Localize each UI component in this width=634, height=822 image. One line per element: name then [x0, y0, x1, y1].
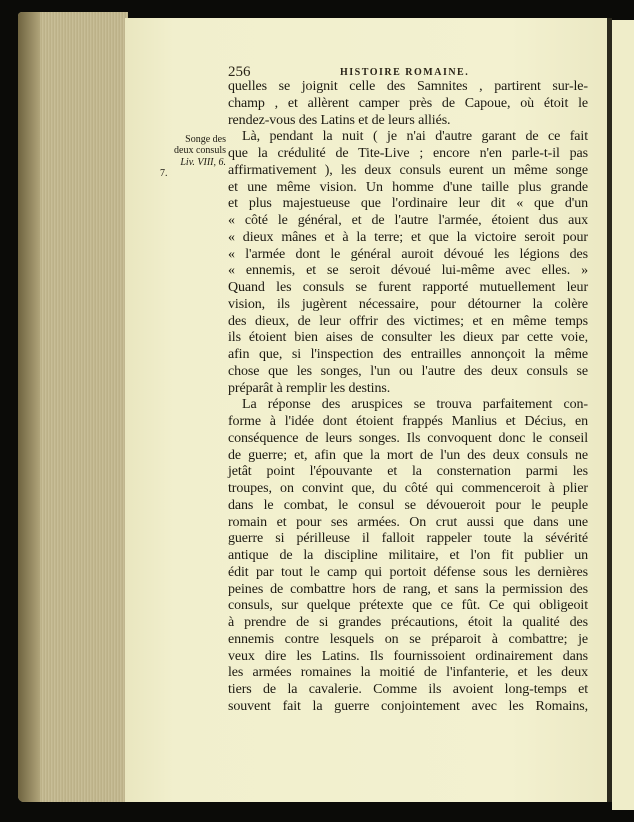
- text-line: préparât à remplir les destins.: [228, 380, 391, 396]
- text-line: conséquence de leurs songes. Ils convoquent donc le conseil: [228, 430, 588, 446]
- text-line: souvent fait la guerre conjointement avec les Romains,: [228, 698, 588, 714]
- text-line: La réponse des aruspices se trouva parfaitement con-: [242, 397, 588, 413]
- text-line: affirmativement ), les deux consuls eurent un même songe: [228, 162, 588, 178]
- text-line: tiers de la cavalerie. Comme ils avoient long-temps et: [228, 682, 588, 697]
- running-head: HISTOIRE ROMAINE.: [340, 67, 470, 78]
- text-line: de guerre; et, afin que la mort de l'un des deux consuls ne: [228, 447, 588, 463]
- text-line: dans le combat, le consul se dévoueroit pour le peuple: [228, 497, 588, 513]
- text-line: les armées romaines la moitié de l'infanterie, et les deux: [228, 665, 588, 681]
- page-number: 256: [228, 64, 251, 80]
- text-line: troupes, on convint que, du côté qui commenceroit à plier: [228, 481, 588, 496]
- text-line: quelles se joignit celle des Samnites , partirent sur-le-: [228, 79, 588, 94]
- text-line: veux dire les Latins. Ils fournissoient ordinairement dans: [228, 648, 588, 664]
- facing-page-edge: [612, 20, 634, 810]
- text-line: à prendre de si grandes précautions, étoit la qualité des: [228, 615, 588, 630]
- text-line: guerre si périlleuse il falloit rappeler toute la sévérité: [228, 531, 588, 547]
- margin-note-line: deux consuls: [174, 145, 226, 157]
- text-line: jetât point l'épouvante et la consternation parmi les: [228, 464, 588, 480]
- margin-note-citation: Liv. VIII, 6.: [180, 156, 226, 168]
- margin-note-line: Songe des: [185, 134, 226, 145]
- text-line: « côté le général, et de l'autre l'armée, étoient dus aux: [228, 213, 588, 228]
- text-line: romain et pour ses armées. On crut aussi que dans une: [228, 514, 588, 530]
- text-line: « dieux mânes et à la terre; et que la victoire seroit pour: [228, 229, 588, 245]
- text-line: antique de la discipline militaire, et l'on fit publier un: [228, 548, 588, 563]
- text-line: champ , et allèrent camper près de Capoue, où étoit le: [228, 95, 588, 111]
- text-line: et une même vision. Un homme d'une taille plus grande: [228, 179, 588, 195]
- text-line: afin que, si l'inspection des entrailles annonçoit la même: [228, 347, 588, 362]
- text-line: Quand les consuls se furent rapporté mutuellement leur: [228, 280, 588, 295]
- text-line: Là, pendant la nuit ( je n'ai d'autre garant de ce fait: [242, 129, 588, 145]
- text-line: ils étoient bien aises de consulter les dieux par cette voie,: [228, 330, 588, 346]
- body-text: [228, 79, 588, 716]
- text-line: consuls, sur quelque prétexte que ce fût. Ce qui obligeoit: [228, 598, 588, 614]
- margin-note-line: 7.: [160, 167, 168, 179]
- text-line: édit par tout le camp qui portoit défense sous les dernières: [228, 564, 588, 580]
- text-line: peines de combattre hors de rang, et sans la permission des: [228, 581, 588, 597]
- text-line: rendez-vous des Latins et de leurs alliés.: [228, 112, 451, 128]
- text-line: ennemis contre lesquels on se préparoit à combattre; je: [228, 631, 588, 647]
- text-line: forme à l'idée dont étoient frappés Manlius et Décius, en: [228, 414, 588, 429]
- text-line: que la crédulité de Tite-Live ; encore n'en parle-t-il pas: [228, 146, 588, 161]
- text-line: vision, ils jugèrent nécessaire, pour détourner la colère: [228, 296, 588, 312]
- text-line: des dieux, de leur offrir des victimes; et en même temps: [228, 313, 588, 329]
- text-line: chose que les songes, l'un ou l'autre des deux consuls se: [228, 363, 588, 379]
- text-line: « l'armée dont le général auroit dévoué les légions des: [228, 246, 588, 262]
- text-line: et plus majestueuse que l'ordinaire leur dit « que d'un: [228, 196, 588, 212]
- margin-note: [160, 134, 226, 179]
- book-cover-edge: [18, 12, 40, 802]
- text-line: « ennemis, et se seroit dévoué lui-même avec elles. »: [228, 263, 588, 279]
